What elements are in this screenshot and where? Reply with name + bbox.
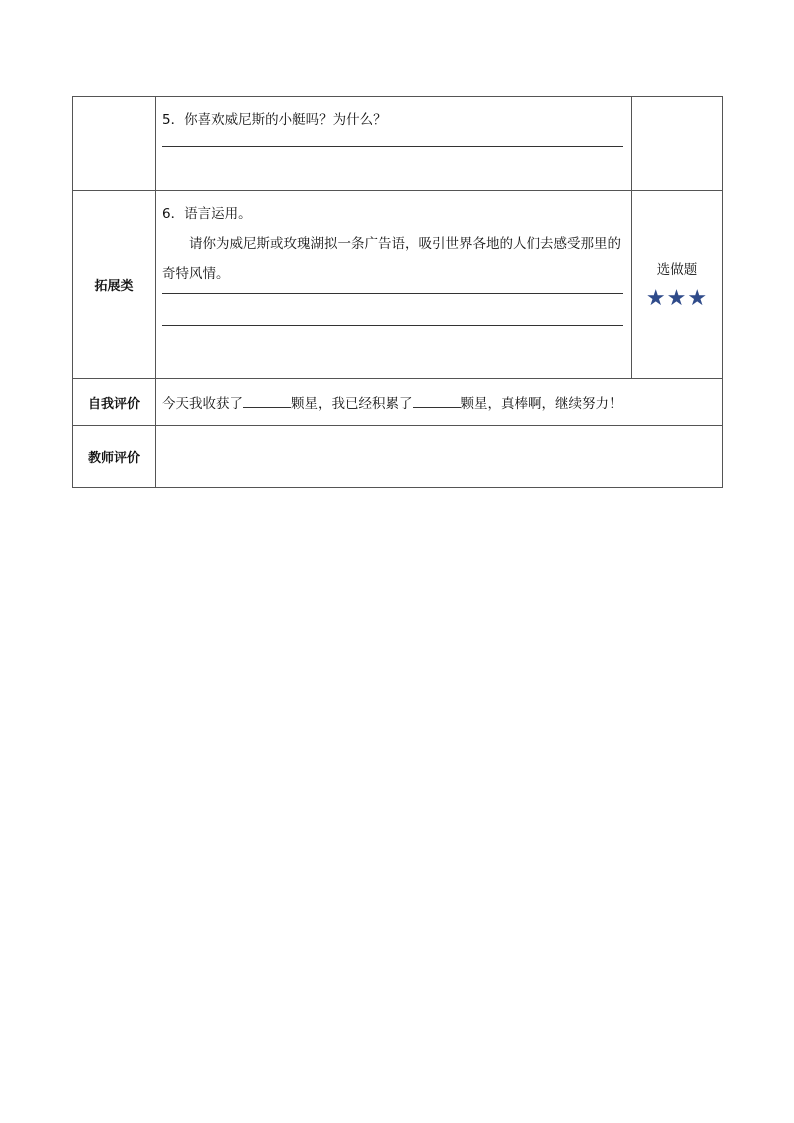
difficulty-cell — [632, 191, 723, 379]
self-eval-text-2: 颗星，我已经积累了 — [291, 396, 413, 412]
teacher-evaluation-label: 教师评价 — [73, 426, 156, 488]
answer-line[interactable] — [162, 146, 623, 147]
answer-line-2[interactable] — [162, 325, 623, 326]
side-cell-empty — [632, 97, 723, 191]
category-extension: 拓展类 — [73, 191, 156, 379]
stars-total-blank[interactable] — [413, 393, 461, 408]
self-eval-text-3: 颗星，真棒啊，继续努力！ — [460, 396, 623, 412]
self-evaluation-sentence — [156, 379, 723, 426]
teacher-evaluation-cell[interactable] — [156, 426, 723, 488]
teacher-evaluation-row — [73, 426, 723, 488]
extension-row — [73, 191, 723, 379]
category-cell-empty — [73, 97, 156, 191]
question-6-body: 请你为威尼斯或玫瑰湖拟一条广告语，吸引世界各地的人们去感受那里的奇特风情。 — [162, 236, 621, 282]
question-6-cell — [156, 191, 632, 379]
question-6-title: 6．语言运用。 — [162, 206, 252, 222]
question-5-text: 5．你喜欢威尼斯的小艇吗？为什么？ — [162, 112, 387, 128]
question-5-cell — [156, 97, 632, 191]
question-5-row — [73, 97, 723, 191]
worksheet-table — [72, 96, 723, 488]
self-evaluation-label: 自我评价 — [73, 379, 156, 426]
stars-earned-blank[interactable] — [243, 393, 291, 408]
self-eval-text-1: 今天我收获了 — [162, 396, 243, 412]
three-stars-icon: ★★★ — [645, 286, 709, 311]
optional-question-label: 选做题 — [656, 262, 698, 278]
self-evaluation-row — [73, 379, 723, 426]
